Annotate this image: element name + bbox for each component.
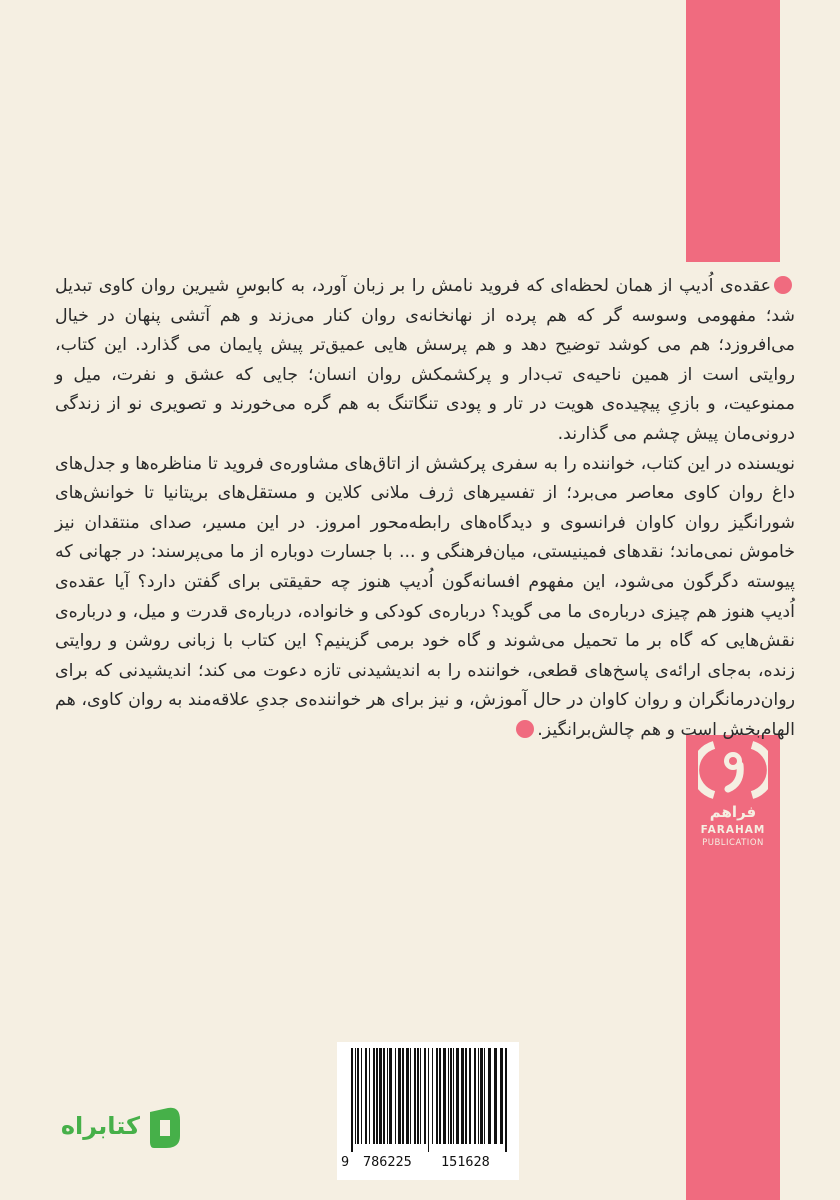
ketabrah-name: کتابراه: [60, 1112, 140, 1140]
barcode-icon: [337, 1048, 519, 1152]
blurb-paragraph-1: عقده‌ی اُدیپ از همان لحظه‌ای که فروید نامش را بر زبان آورد، به کابوسِ شیرین روان کاوی تبدیل شد؛ مفهومی وسوسه گر که هم پرده از نهانخانه‌ی روان کنار می‌زند و هم آتشی پنهان در خیال می‌افروزد؛ هم می کوشد توضیح دهد و هم پرسش هایی عمیق‌تر پیش پایمان می گذارد. این کتاب، روایتی است از همین ناحیه‌ی تب‌دار و پرکشمکش روان انسان؛ جایی که عشق و نفرت، میل و ممنوعیت، و بازیِ پیچیده‌ی هویت در تار و پودی تنگاتنگ به هم گره می‌خورند و تصویری نو از زندگی درونی‌مان پیش چشم می گذارند.: [55, 276, 795, 444]
publisher-name-fa: فراهم: [709, 803, 757, 821]
top-accent-band: [686, 0, 780, 262]
bullet-dot-icon: [774, 276, 792, 294]
back-cover-blurb: [55, 272, 795, 746]
isbn-last-digits: 151628: [441, 1154, 490, 1170]
publisher-name-en: FARAHAM: [700, 824, 766, 836]
end-dot-icon: [516, 720, 534, 738]
isbn-number: [337, 1154, 519, 1174]
isbn-barcode: [337, 1042, 519, 1180]
isbn-first-digit: 9: [341, 1154, 350, 1170]
isbn-middle-digits: 786225: [363, 1154, 412, 1170]
faraham-mark-icon: [698, 735, 768, 805]
publisher-logo: [686, 735, 780, 855]
blurb-paragraph-2: نویسنده در این کتاب، خواننده را به سفری پرکشش از اتاق‌های مشاوره‌ی فروید تا مناظره‌ها و جدل‌های داغ روان کاوی معاصر می‌برد؛ از تفسیرهای ژرف ملانی کلاین و مستقل‌های بریتانیا تا خوانش‌های شورانگیز روان کاوان فرانسوی و دیدگاه‌های رابطه‌محور امروز. در این مسیر، صدای منتقدان نیز خاموش نمی‌ماند؛ نقدهای فمینیستی، میان‌فرهنگی و ... با جسارت دوباره از ما می‌پرسند: در جهانی که پیوسته دگرگون می‌شود، این مفهوم افسانه‌گون اُدیپ هنوز چه حقیقتی برای گفتن دارد؟ آیا عقده‌ی اُدیپ هنوز هم چیزی درباره‌ی ما می گوید؟ درباره‌ی کودکی و خانواده، درباره‌ی قدرت و میل، و درباره‌ی نقش‌هایی که گاه بر ما تحمیل می‌شوند و گاه خود برمی گزینیم؟ این کتاب با زبانی روشن و روایتی زنده، به‌جای ارائه‌ی پاسخ‌های قطعی، خواننده را به اندیشیدنی تازه دعوت می کند؛ اندیشیدنی که برای روان‌درمانگران و روان کاوان در حال آموزش، و نیز برای هر خواننده‌ی جدیِ علاقه‌مند به روان کاوی، هم الهام‌بخش است و هم چالش‌برانگیز.: [55, 453, 795, 740]
ketabrah-logo: [40, 1098, 190, 1158]
ketabrah-leaf-icon: [146, 1106, 184, 1150]
publisher-subtitle-en: PUBLICATION: [702, 838, 764, 848]
